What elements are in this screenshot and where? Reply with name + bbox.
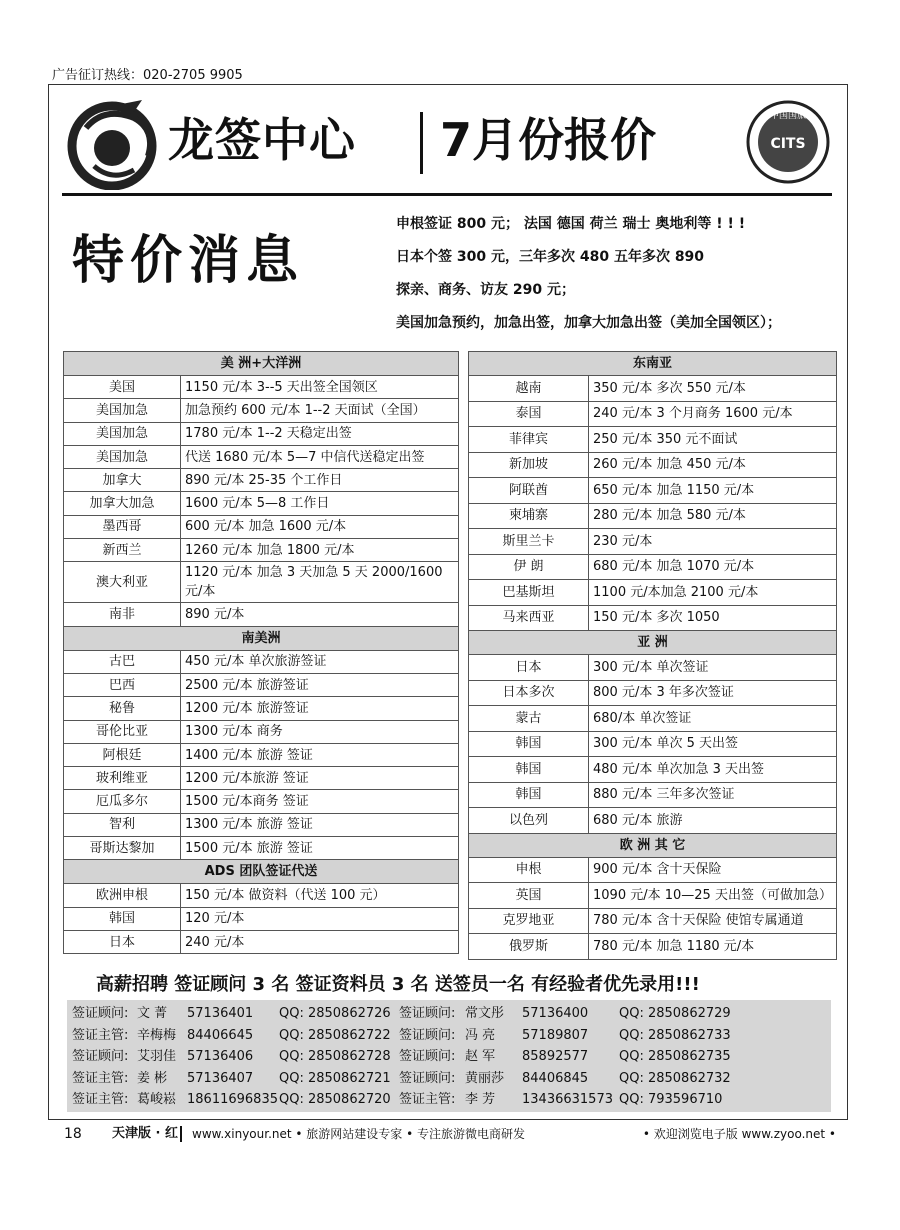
table-row bbox=[469, 655, 837, 681]
country-cell: 南非 bbox=[64, 603, 181, 626]
table-row bbox=[64, 813, 459, 836]
contact-role: 签证顾问: bbox=[399, 1070, 456, 1086]
price-cell: 1300 元/本 商务 bbox=[181, 720, 459, 743]
price-cell: 280 元/本 加急 580 元/本 bbox=[589, 503, 837, 529]
contact-role: 签证顾问: bbox=[72, 1006, 129, 1021]
table-row bbox=[64, 837, 459, 860]
price-cell: 150 元/本 多次 1050 bbox=[589, 605, 837, 631]
country-cell: 澳大利亚 bbox=[64, 562, 181, 603]
price-cell: 680/本 单次签证 bbox=[589, 706, 837, 732]
table-row bbox=[64, 562, 459, 603]
price-cell: 230 元/本 bbox=[589, 529, 837, 555]
price-cell: 1500 元/本 旅游 签证 bbox=[181, 837, 459, 860]
table-row bbox=[64, 469, 459, 492]
price-cell: 240 元/本 3 个月商务 1600 元/本 bbox=[589, 401, 837, 427]
table-row bbox=[469, 478, 837, 504]
contact-tel: 18611696835 bbox=[187, 1092, 278, 1107]
price-cell: 1100 元/本加急 2100 元/本 bbox=[589, 580, 837, 606]
contact-qq: QQ: 2850862732 bbox=[619, 1070, 731, 1086]
country-cell: 美国 bbox=[64, 376, 181, 399]
price-cell: 1400 元/本 旅游 签证 bbox=[181, 743, 459, 766]
footer-site: www.xinyour.net • 旅游网站建设专家 • 专注旅游微电商研发 bbox=[192, 1127, 526, 1141]
table-row bbox=[64, 743, 459, 766]
table-row bbox=[469, 934, 837, 960]
section-title: 欧 洲 其 它 bbox=[469, 833, 837, 857]
table-row bbox=[469, 529, 837, 555]
table-row bbox=[469, 376, 837, 402]
header bbox=[62, 92, 832, 196]
contact-row bbox=[67, 1025, 831, 1047]
table-row bbox=[64, 697, 459, 720]
table-row bbox=[469, 731, 837, 757]
contact-name: 文 菁 bbox=[137, 1006, 168, 1021]
price-cell: 450 元/本 单次旅游签证 bbox=[181, 650, 459, 673]
price-cell: 1150 元/本 3--5 天出签全国领区 bbox=[181, 376, 459, 399]
section-header bbox=[64, 626, 459, 650]
country-cell: 克罗地亚 bbox=[469, 908, 589, 934]
contact-name: 赵 军 bbox=[465, 1049, 496, 1064]
table-row bbox=[469, 427, 837, 453]
contact-name: 常文彤 bbox=[465, 1006, 505, 1021]
section-header bbox=[469, 352, 837, 376]
table-row bbox=[64, 720, 459, 743]
price-cell: 加急预约 600 元/本 1--2 天面试（全国） bbox=[181, 399, 459, 422]
section-title: 亚 洲 bbox=[469, 631, 837, 655]
country-cell: 泰国 bbox=[469, 401, 589, 427]
price-cell: 1780 元/本 1--2 天稳定出签 bbox=[181, 422, 459, 445]
country-cell: 新西兰 bbox=[64, 539, 181, 562]
country-cell: 阿联酋 bbox=[469, 478, 589, 504]
contact-role: 签证顾问: bbox=[399, 1049, 456, 1064]
promo-line: 美国加急预约，加急出签，加拿大加急出签（美加全国领区）； bbox=[396, 315, 781, 331]
table-row bbox=[64, 422, 459, 445]
country-cell: 申根 bbox=[469, 857, 589, 883]
country-cell: 阿根廷 bbox=[64, 743, 181, 766]
table-row bbox=[469, 908, 837, 934]
contact-qq: QQ: 2850862729 bbox=[619, 1006, 731, 1021]
contact-tel: 57189807 bbox=[522, 1027, 589, 1043]
price-cell: 300 元/本 单次 5 天出签 bbox=[589, 731, 837, 757]
country-cell: 英国 bbox=[469, 883, 589, 909]
contact-row bbox=[67, 1046, 831, 1068]
price-cell: 150 元/本 做资料（代送 100 元） bbox=[181, 884, 459, 907]
country-cell: 哥斯达黎加 bbox=[64, 837, 181, 860]
price-cell: 1300 元/本 旅游 签证 bbox=[181, 813, 459, 836]
table-row bbox=[64, 907, 459, 930]
contact-qq: QQ: 2850862728 bbox=[279, 1049, 391, 1064]
contact-list bbox=[67, 1000, 831, 1112]
price-cell: 1090 元/本 10—25 天出签（可做加急） bbox=[589, 883, 837, 909]
price-cell: 代送 1680 元/本 5—7 中信代送稳定出签 bbox=[181, 445, 459, 468]
country-cell: 智利 bbox=[64, 813, 181, 836]
table-row bbox=[64, 539, 459, 562]
price-cell: 260 元/本 加急 450 元/本 bbox=[589, 452, 837, 478]
country-cell: 美国加急 bbox=[64, 399, 181, 422]
country-cell: 日本 bbox=[469, 655, 589, 681]
price-cell: 680 元/本 旅游 bbox=[589, 808, 837, 834]
table-row bbox=[64, 650, 459, 673]
table-row bbox=[469, 554, 837, 580]
price-cell: 300 元/本 单次签证 bbox=[589, 655, 837, 681]
section-title: 东南亚 bbox=[469, 352, 837, 376]
price-cell: 780 元/本 含十天保险 使馆专属通道 bbox=[589, 908, 837, 934]
section-title: 南美洲 bbox=[64, 626, 459, 650]
country-cell: 厄瓜多尔 bbox=[64, 790, 181, 813]
section-title: 美 洲+大洋洲 bbox=[64, 352, 459, 376]
country-cell: 秘鲁 bbox=[64, 697, 181, 720]
contact-qq: QQ: 2850862721 bbox=[279, 1070, 391, 1086]
price-cell: 1500 元/本商务 签证 bbox=[181, 790, 459, 813]
table-row bbox=[64, 603, 459, 626]
country-cell: 韩国 bbox=[469, 782, 589, 808]
table-row bbox=[64, 445, 459, 468]
country-cell: 巴西 bbox=[64, 673, 181, 696]
table-row bbox=[64, 790, 459, 813]
price-cell: 680 元/本 加急 1070 元/本 bbox=[589, 554, 837, 580]
country-cell: 韩国 bbox=[469, 757, 589, 783]
contact-row bbox=[67, 1003, 831, 1025]
price-cell: 2500 元/本 旅游签证 bbox=[181, 673, 459, 696]
country-cell: 伊 朗 bbox=[469, 554, 589, 580]
contact-qq: QQ: 793596710 bbox=[619, 1092, 723, 1107]
price-cell: 1200 元/本旅游 签证 bbox=[181, 767, 459, 790]
page-number: 18 bbox=[64, 1126, 82, 1142]
header-divider bbox=[420, 112, 423, 174]
country-cell: 菲律宾 bbox=[469, 427, 589, 453]
section-header bbox=[64, 352, 459, 376]
promo-line: 探亲、商务、访友 290 元； bbox=[396, 282, 575, 298]
contact-qq: QQ: 2850862722 bbox=[279, 1027, 391, 1043]
cits-mid-text: CITS bbox=[770, 136, 806, 152]
table-row bbox=[469, 706, 837, 732]
contact-name: 姜 彬 bbox=[137, 1070, 168, 1086]
price-cell: 900 元/本 含十天保险 bbox=[589, 857, 837, 883]
footer-divider bbox=[180, 1126, 182, 1142]
contact-tel: 84406845 bbox=[522, 1070, 589, 1086]
price-cell: 120 元/本 bbox=[181, 907, 459, 930]
contact-role: 签证主管: bbox=[72, 1027, 129, 1043]
country-cell: 巴基斯坦 bbox=[469, 580, 589, 606]
price-cell: 1120 元/本 加急 3 天加急 5 天 2000/1600 元/本 bbox=[181, 562, 459, 603]
price-cell: 1600 元/本 5—8 工作日 bbox=[181, 492, 459, 515]
contact-tel: 57136401 bbox=[187, 1006, 254, 1021]
table-row bbox=[469, 883, 837, 909]
country-cell: 欧洲申根 bbox=[64, 884, 181, 907]
country-cell: 越南 bbox=[469, 376, 589, 402]
cits-top-text: 中国国旅 bbox=[769, 111, 807, 121]
section-header bbox=[469, 631, 837, 655]
contact-tel: 57136400 bbox=[522, 1006, 589, 1021]
table-row bbox=[64, 930, 459, 953]
table-row bbox=[469, 503, 837, 529]
price-cell: 1200 元/本 旅游签证 bbox=[181, 697, 459, 720]
country-cell: 以色列 bbox=[469, 808, 589, 834]
special-offer-list bbox=[396, 208, 836, 340]
contact-tel: 57136406 bbox=[187, 1049, 254, 1064]
page-footer bbox=[64, 1124, 836, 1144]
country-cell: 新加坡 bbox=[469, 452, 589, 478]
price-cell: 240 元/本 bbox=[181, 930, 459, 953]
table-row bbox=[64, 884, 459, 907]
country-cell: 美国加急 bbox=[64, 445, 181, 468]
contact-role: 签证主管: bbox=[399, 1092, 456, 1107]
table-row bbox=[64, 767, 459, 790]
table-row bbox=[469, 401, 837, 427]
contact-tel: 57136407 bbox=[187, 1070, 254, 1086]
price-cell: 650 元/本 加急 1150 元/本 bbox=[589, 478, 837, 504]
contact-role: 签证顾问: bbox=[72, 1049, 129, 1064]
section-title: ADS 团队签证代送 bbox=[64, 860, 459, 884]
country-cell: 柬埔寨 bbox=[469, 503, 589, 529]
country-cell: 俄罗斯 bbox=[469, 934, 589, 960]
table-row bbox=[64, 673, 459, 696]
country-cell: 墨西哥 bbox=[64, 515, 181, 538]
section-header bbox=[64, 860, 459, 884]
contact-row bbox=[67, 1089, 831, 1111]
table-row bbox=[64, 515, 459, 538]
promo-line: 申根签证 800 元； 法国 德国 荷兰 瑞士 奥地利等 ! ! ! bbox=[396, 216, 746, 232]
cits-logo-icon bbox=[742, 96, 834, 188]
country-cell: 玻利维亚 bbox=[64, 767, 181, 790]
price-cell: 890 元/本 25-35 个工作日 bbox=[181, 469, 459, 492]
contact-name: 黄丽莎 bbox=[465, 1070, 505, 1086]
country-cell: 古巴 bbox=[64, 650, 181, 673]
special-offer-title: 特价消息 bbox=[72, 230, 305, 291]
brand-title: 龙签中心 bbox=[168, 113, 356, 167]
dragon-logo-icon bbox=[64, 96, 164, 190]
ad-hotline: 广告征订热线：020-2705 9905 bbox=[52, 68, 243, 83]
contact-tel: 84406645 bbox=[187, 1027, 254, 1043]
price-table-left bbox=[63, 351, 459, 954]
country-cell: 马来西亚 bbox=[469, 605, 589, 631]
table-row bbox=[64, 492, 459, 515]
month-title: 7月份报价 bbox=[440, 113, 657, 167]
contact-qq: QQ: 2850862733 bbox=[619, 1027, 731, 1043]
table-row bbox=[469, 757, 837, 783]
table-row bbox=[469, 857, 837, 883]
edition-label: 天津版 · 红 bbox=[112, 1126, 178, 1141]
price-cell: 890 元/本 bbox=[181, 603, 459, 626]
country-cell: 美国加急 bbox=[64, 422, 181, 445]
price-cell: 600 元/本 加急 1600 元/本 bbox=[181, 515, 459, 538]
country-cell: 加拿大加急 bbox=[64, 492, 181, 515]
contact-row bbox=[67, 1068, 831, 1090]
contact-qq: QQ: 2850862735 bbox=[619, 1049, 731, 1064]
country-cell: 日本多次 bbox=[469, 680, 589, 706]
promo-line: 日本个签 300 元，三年多次 480 五年多次 890 bbox=[396, 249, 705, 265]
section-header bbox=[469, 833, 837, 857]
contact-name: 李 芳 bbox=[465, 1092, 496, 1107]
table-row bbox=[64, 376, 459, 399]
country-cell: 蒙古 bbox=[469, 706, 589, 732]
header-rule bbox=[62, 193, 832, 196]
price-cell: 780 元/本 加急 1180 元/本 bbox=[589, 934, 837, 960]
price-table-right bbox=[468, 351, 837, 960]
contact-qq: QQ: 2850862726 bbox=[279, 1006, 391, 1021]
country-cell: 加拿大 bbox=[64, 469, 181, 492]
table-row bbox=[469, 452, 837, 478]
contact-name: 葛峻崧 bbox=[137, 1092, 177, 1107]
table-row bbox=[469, 782, 837, 808]
footer-ezine: • 欢迎浏览电子版 www.zyoo.net • bbox=[642, 1127, 836, 1141]
country-cell: 韩国 bbox=[64, 907, 181, 930]
price-cell: 800 元/本 3 年多次签证 bbox=[589, 680, 837, 706]
contact-role: 签证顾问: bbox=[399, 1006, 456, 1021]
country-cell: 斯里兰卡 bbox=[469, 529, 589, 555]
price-cell: 250 元/本 350 元不面试 bbox=[589, 427, 837, 453]
contact-role: 签证主管: bbox=[72, 1070, 129, 1086]
price-cell: 880 元/本 三年多次签证 bbox=[589, 782, 837, 808]
price-cell: 350 元/本 多次 550 元/本 bbox=[589, 376, 837, 402]
contact-tel: 85892577 bbox=[522, 1049, 589, 1064]
contact-role: 签证顾问: bbox=[399, 1027, 456, 1043]
price-cell: 480 元/本 单次加急 3 天出签 bbox=[589, 757, 837, 783]
contact-tel: 13436631573 bbox=[522, 1092, 613, 1107]
contact-name: 艾羽佳 bbox=[137, 1049, 177, 1064]
price-cell: 1260 元/本 加急 1800 元/本 bbox=[181, 539, 459, 562]
contact-name: 辛梅梅 bbox=[137, 1027, 177, 1043]
table-row bbox=[469, 808, 837, 834]
table-row bbox=[64, 399, 459, 422]
contact-name: 冯 亮 bbox=[465, 1027, 496, 1043]
table-row bbox=[469, 680, 837, 706]
table-row bbox=[469, 580, 837, 606]
country-cell: 哥伦比亚 bbox=[64, 720, 181, 743]
country-cell: 韩国 bbox=[469, 731, 589, 757]
recruit-banner: 高薪招聘 签证顾问 3 名 签证资料员 3 名 送签员一名 有经验者优先录用!!! bbox=[96, 974, 700, 995]
contact-qq: QQ: 2850862720 bbox=[279, 1092, 391, 1107]
table-row bbox=[469, 605, 837, 631]
country-cell: 日本 bbox=[64, 930, 181, 953]
contact-role: 签证主管: bbox=[72, 1092, 129, 1107]
